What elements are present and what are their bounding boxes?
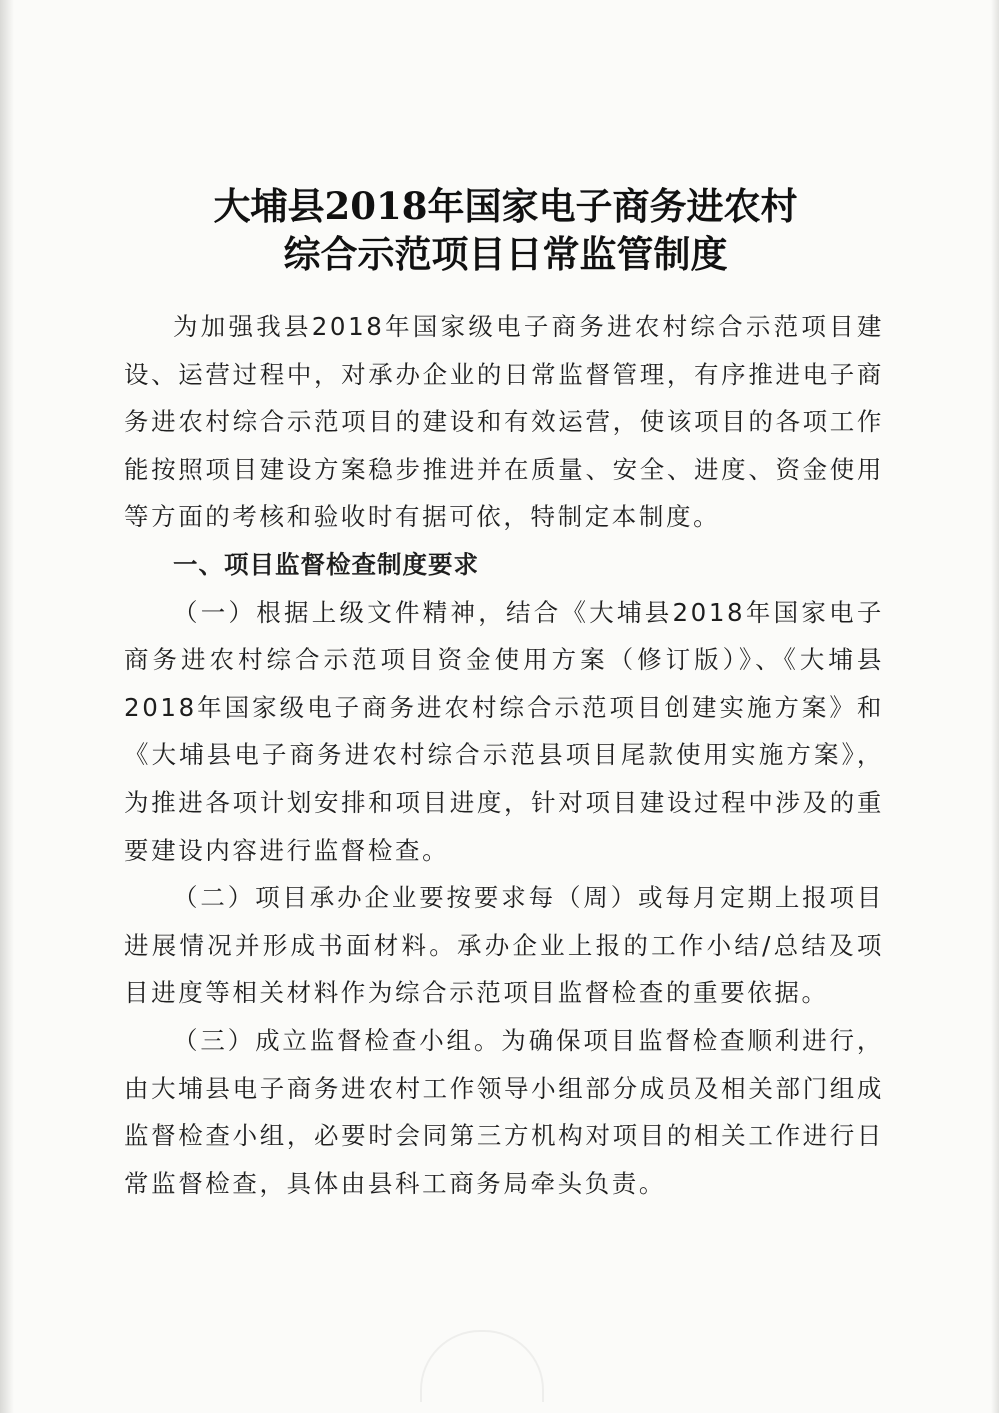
paragraph-item-1: （一）根据上级文件精神，结合《大埔县2018年国家电子商务进农村综合示范项目资金使用方案（修订版）》、《大埔县2018年国家级电子商务进农村综合示范项目创建实施方案》和《大埔县电子商务进农村综合示范县项目尾款使用实施方案》，为推进各项计划安排和项目进度，针对项目建设过程中涉及的重要建设内容进行监督检查。 xyxy=(124,597,884,865)
document-title-line-2: 综合示范项目日常监管制度 xyxy=(283,232,728,276)
document-title-line-1: 大埔县2018年国家电子商务进农村 xyxy=(213,184,798,228)
paragraph-intro: 为加强我县2018年国家级电子商务进农村综合示范项目建设、运营过程中，对承办企业的日常监督管理，有序推进电子商务进农村综合示范项目的建设和有效运营，使该项目的各项工作能按照项目建设方案稳步推进并在质量、安全、进度、资金使用等方面的考核和验收时有据可依，特制定本制度。 xyxy=(124,312,884,532)
paragraph-item-3: （三）成立监督检查小组。为确保项目监督检查顺利进行，由大埔县电子商务进农村工作领导小组部分成员及相关部门组成监督检查小组，必要时会同第三方机构对项目的相关工作进行日常监督检查，具体由县科工商务局牵头负责。 xyxy=(124,1025,884,1198)
document-body xyxy=(124,303,884,1207)
stamp-watermark xyxy=(420,1330,544,1402)
section-heading-1: 一、项目监督检查制度要求 xyxy=(173,549,479,579)
paragraph-item-2: （二）项目承办企业要按要求每（周）或每月定期上报项目进展情况并形成书面材料。承办企业上报的工作小结/总结及项目进度等相关材料作为综合示范项目监督检查的重要依据。 xyxy=(124,883,884,1008)
